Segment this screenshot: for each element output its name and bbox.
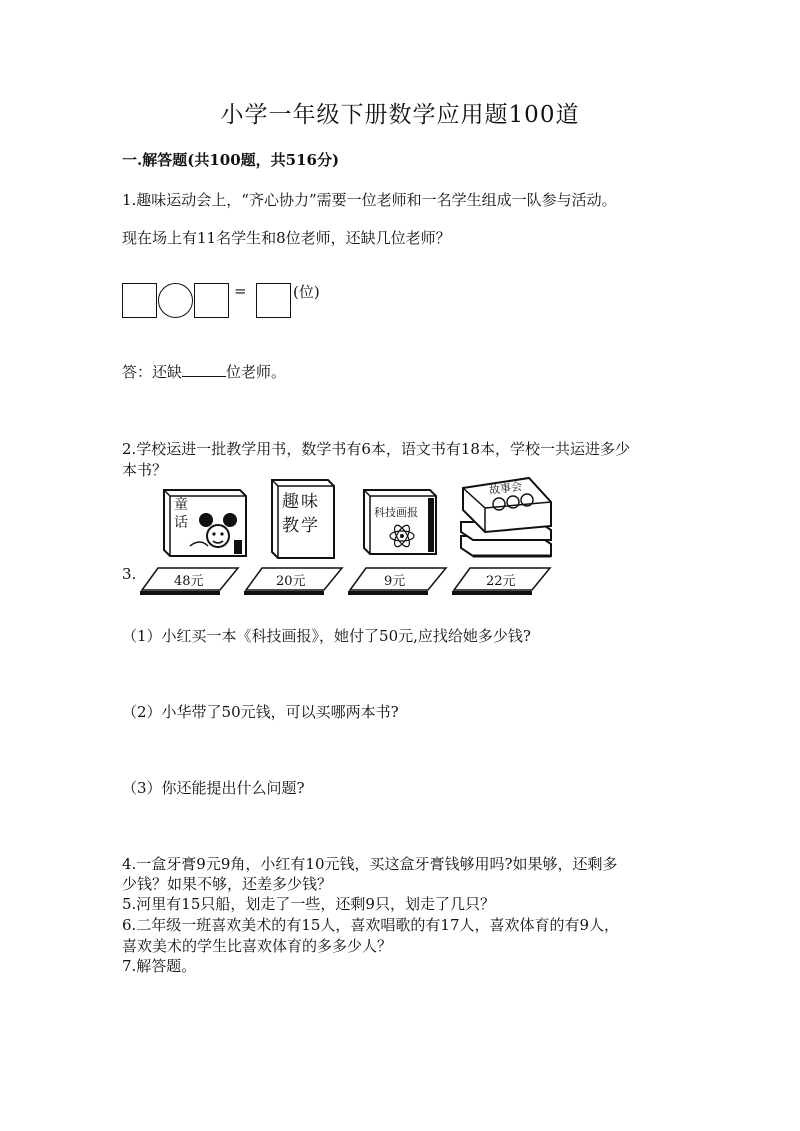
answer-prefix: 答：还缺 <box>122 363 183 381</box>
unit-label: (位) <box>293 283 320 301</box>
book-fun-math <box>268 476 338 566</box>
q1-answer <box>122 361 286 382</box>
answer-box-1[interactable] <box>122 283 157 318</box>
q2-line2: 本书？ <box>122 461 168 479</box>
price-tag-4 <box>452 566 552 596</box>
equals-sign: = <box>234 282 247 300</box>
q4-line2: 少钱？如果不够，还差多少钱？ <box>122 875 333 893</box>
answer-box-result[interactable] <box>256 283 291 318</box>
book-cover-title: 故事会 <box>488 479 523 498</box>
answer-blank[interactable] <box>182 362 226 377</box>
book-story-stack <box>455 474 555 564</box>
q6-line1: 6.二年级一班喜欢美术的有15人，喜欢唱歌的有17人，喜欢体育的有9人， <box>122 916 620 934</box>
book-fairy-tale <box>160 486 250 564</box>
price-tag-2 <box>244 566 344 596</box>
price-tag-1 <box>140 566 240 596</box>
q2-line1: 2.学校运进一批教学用书，数学书有6本，语文书有18本，学校一共运进多少 <box>122 440 630 458</box>
price-tag-3 <box>348 566 448 596</box>
book-science-pictorial <box>360 486 440 562</box>
price-label: 9元 <box>384 574 406 589</box>
q3-number: 3. <box>122 565 137 583</box>
price-label: 20元 <box>276 574 306 589</box>
q1-line2: 现在场上有11名学生和8位老师，还缺几位老师？ <box>122 229 451 247</box>
q1-line1: 1.趣味运动会上，“齐心协力”需要一位老师和一名学生组成一队参与活动。 <box>122 191 617 209</box>
q3-sub2: （2）小华带了50元钱，可以买哪两本书? <box>122 703 399 721</box>
book-cover-title: 童话 <box>174 497 188 531</box>
q7-text: 7.解答题。 <box>122 957 197 975</box>
price-label: 22元 <box>486 574 516 589</box>
answer-box-2[interactable] <box>194 283 229 318</box>
book-cover-title: 趣味教学 <box>282 492 320 536</box>
q6-line2: 喜欢美术的学生比喜欢体育的多多少人？ <box>122 937 393 955</box>
answer-suffix: 位老师。 <box>226 363 287 381</box>
section-heading: 一.解答题(共100题，共516分) <box>122 151 340 169</box>
book-cover-title: 科技画报 <box>374 506 418 519</box>
q3-sub3: （3）你还能提出什么问题? <box>122 779 305 797</box>
q5-text: 5.河里有15只船，划走了一些，还剩9只，划走了几只？ <box>122 895 495 913</box>
q4-line1: 4.一盒牙膏9元9角，小红有10元钱，买这盒牙膏钱够用吗?如果够，还剩多 <box>122 855 618 873</box>
q3-sub1: （1）小红买一本《科技画报》，她付了50元,应找给她多少钱? <box>122 627 531 645</box>
price-label: 48元 <box>174 574 204 589</box>
operator-circle[interactable] <box>158 283 193 318</box>
page-title: 小学一年级下册数学应用题100道 <box>220 102 580 128</box>
